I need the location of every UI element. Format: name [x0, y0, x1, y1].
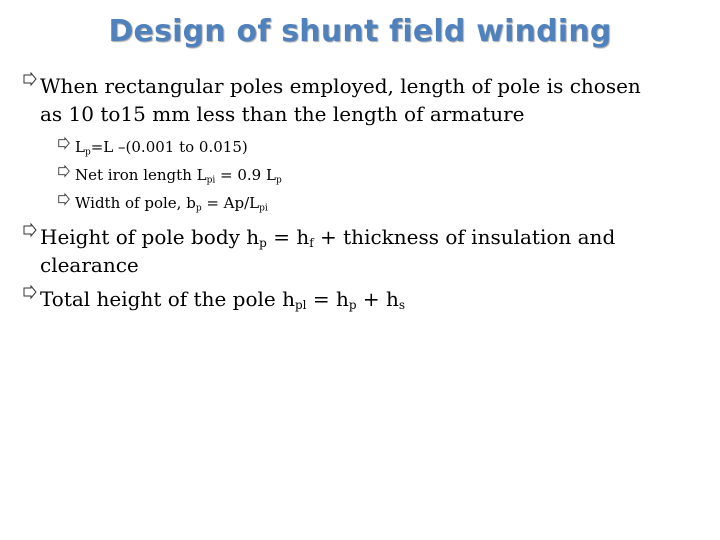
pole-body-sub: p [259, 236, 267, 250]
pole-body-line-1 [40, 223, 690, 251]
pole-body-rest: + thickness of insulation and [313, 225, 616, 249]
total-height-plus: + h [356, 287, 399, 311]
pole-body-eq-sub: f [309, 236, 314, 250]
bullet-total-pole-height [40, 285, 690, 313]
net-iron-sub: pi [206, 175, 216, 186]
pole-body-label: Height of pole body h [40, 225, 260, 249]
bullet-arrow-icon [57, 165, 71, 179]
net-iron-eq-sub: p [275, 175, 282, 186]
pole-width-eq-sub: pi [259, 203, 268, 214]
total-height-plus-sub: s [398, 298, 406, 312]
net-iron-eq: = 0.9 L [215, 166, 276, 184]
total-height-sub: pl [294, 298, 307, 312]
subbullet-pole-length [75, 136, 675, 158]
bullet-pole-body-height [40, 223, 690, 279]
pole-width-label: Width of pole, b [75, 194, 196, 212]
bullet-arrow-icon [57, 193, 71, 207]
page-title: Design of shunt field winding [108, 14, 612, 49]
pole-width-sub: p [195, 203, 202, 214]
bullet-arrow-icon [22, 285, 38, 301]
bullet-arrow-icon [57, 137, 71, 151]
subbullet-net-iron-length [75, 164, 675, 186]
bullet-text-line-1: When rectangular poles employed, length of pole is chosen [40, 74, 641, 98]
pole-body-line-2: clearance [40, 253, 139, 277]
total-height-label: Total height of the pole h [40, 287, 295, 311]
formula-lp-text: L [75, 138, 85, 156]
pole-width-eq: = Ap/L [201, 194, 260, 212]
formula-lp-rest: =L –(0.001 to 0.015) [90, 138, 248, 156]
formula-lp-sub: p [84, 147, 91, 158]
total-height-eq: = h [306, 287, 349, 311]
pole-body-eq: = h [266, 225, 310, 249]
bullet-arrow-icon [22, 72, 38, 88]
total-height-eq-sub: p [348, 298, 357, 312]
bullet-text-line-2: as 10 to15 mm less than the length of armature [40, 102, 525, 126]
bullet-arrow-icon [22, 223, 38, 239]
bullet-rectangular-poles [40, 72, 690, 128]
subbullet-pole-width [75, 192, 675, 214]
net-iron-label: Net iron length L [75, 166, 207, 184]
